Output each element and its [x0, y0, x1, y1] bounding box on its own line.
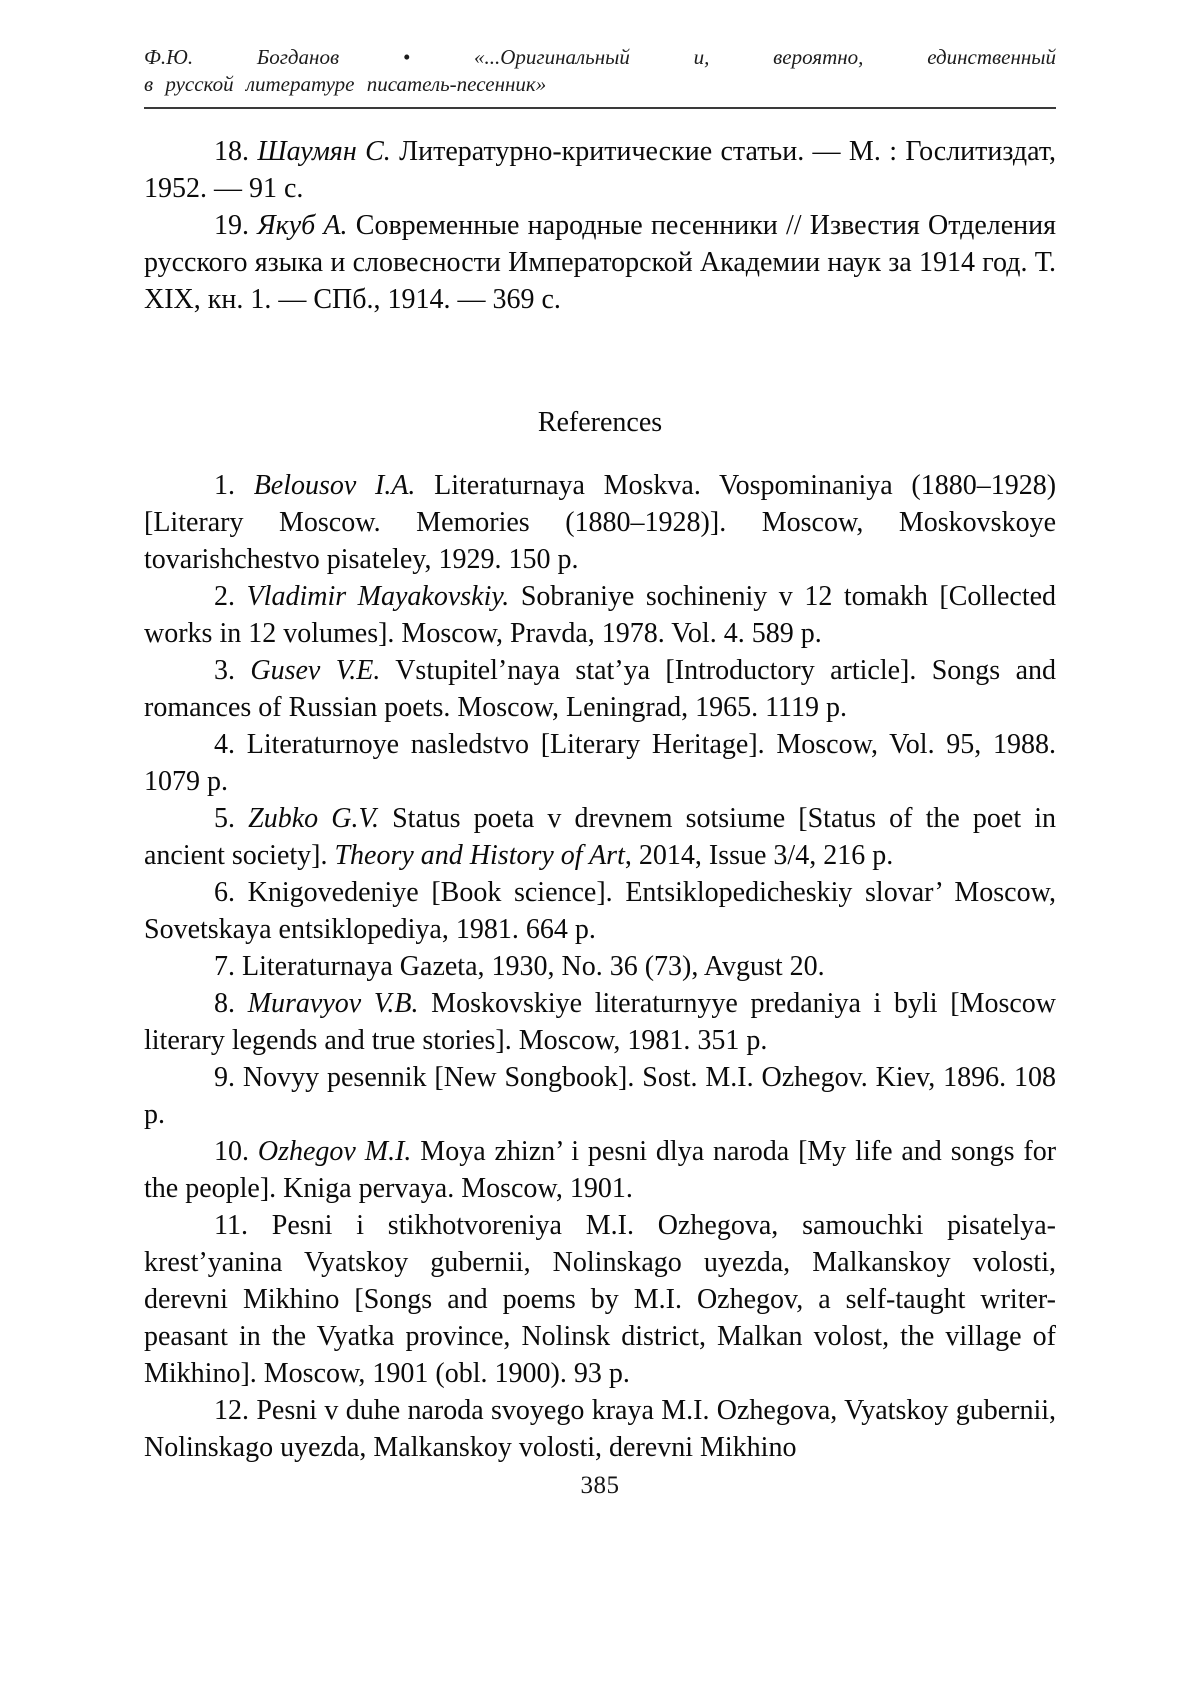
reference-number: 10.: [214, 1136, 249, 1167]
reference-text: Литературно-критические статьи. — М. : Гослитиздат, 1952. — 91 с.: [144, 136, 1057, 204]
reference-text: Pesni v duhe naroda svoyego kraya M.I. Ozhegova, Vyatskoy gubernii, Nolinskago uyezda, Malkanskoy volosti, derevni Mikhino: [144, 1395, 1057, 1463]
reference-number: 19.: [214, 210, 249, 241]
reference-item-7: [144, 948, 1056, 985]
reference-author: Шаумян С.: [257, 136, 391, 167]
reference-item-5: [144, 800, 1056, 874]
reference-text: Moya zhizn’ i pesni dlya naroda [My life and songs for the people]. Kniga pervaya. Moscow, 1901.: [144, 1136, 1057, 1204]
reference-item-1: [144, 467, 1056, 578]
reference-author: Якуб А.: [257, 210, 348, 241]
references-heading: References: [537, 407, 663, 438]
reference-item-9: [144, 1059, 1056, 1133]
reference-text: Knigovedeniye [Book science]. Entsiklopedicheskiy slovar’ Moscow, Sovetskaya entsiklopediya, 1981. 664 p.: [144, 877, 1057, 945]
reference-item-8: [144, 985, 1056, 1059]
header-separator-bullet: •: [402, 45, 411, 69]
header-title-line1: «...Оригинальный и, вероятно, единственный: [474, 45, 1057, 69]
reference-number: 2.: [214, 581, 235, 612]
reference-item-18: [144, 133, 1056, 207]
reference-text: Literaturnaya Moskva. Vospominaniya (1880–1928) [Literary Moscow. Memories (1880–1928)]. Moscow, Moskovskoye tovarishchestvo pisateley, 1929. 150 p.: [144, 470, 1057, 575]
header-author: Ф.Ю. Богданов: [144, 45, 340, 69]
reference-item-10: [144, 1133, 1056, 1207]
reference-number: 6.: [214, 877, 235, 908]
reference-item-3: [144, 652, 1056, 726]
reference-author: Belousov I.A.: [253, 470, 416, 501]
reference-number: 7.: [214, 951, 235, 982]
reference-item-12: [144, 1392, 1056, 1466]
reference-text: Sobraniye sochineniy v 12 tomakh [Collected works in 12 volumes]. Moscow, Pravda, 1978. Vol. 4. 589 p.: [144, 581, 1057, 649]
reference-number: 4.: [214, 729, 235, 760]
reference-item-19: [144, 207, 1056, 318]
reference-text: Moskovskiye literaturnyye predaniya i byli [Moscow literary legends and true stories]. Moscow, 1981. 351 p.: [144, 988, 1057, 1056]
reference-author: Gusev V.E.: [250, 655, 381, 686]
running-header: [144, 44, 1056, 109]
reference-journal-title: Theory and History of Art: [334, 840, 625, 871]
reference-item-6: [144, 874, 1056, 948]
reference-text: Novyy pesennik [New Songbook]. Sost. M.I. Ozhegov. Kiev, 1896. 108 p.: [144, 1062, 1056, 1130]
reference-number: 12.: [214, 1395, 249, 1426]
reference-author: Muravyov V.B.: [247, 988, 419, 1019]
reference-number: 1.: [214, 470, 235, 501]
page-number: 385: [580, 1472, 620, 1499]
running-header-line1: [144, 44, 1056, 71]
reference-text: Status poeta v drevnem sotsiume [Status of the poet in ancient society].: [144, 803, 1057, 871]
reference-number: 8.: [214, 988, 235, 1019]
reference-author: Zubko G.V.: [248, 803, 379, 834]
reference-number: 18.: [214, 136, 249, 167]
reference-item-4: [144, 726, 1056, 800]
reference-text-after: , 2014, Issue 3/4, 216 p.: [624, 840, 894, 871]
reference-text: Современные народные песенники // Известия Отделения русского языка и словесности Императорской Академии наук за 1914 год. Т. XIX, кн. 1. — СПб., 1914. — 369 с.: [144, 210, 1056, 315]
reference-number: 11.: [214, 1210, 248, 1241]
reference-item-11: [144, 1207, 1056, 1392]
reference-text: Pesni i stikhotvoreniya M.I. Ozhegova, samouchki pisatelya-krest’yanina Vyatskoy gubernii, Nolinskago uyezda, Malkanskoy volosti, derevni Mikhino [Songs and poems by M.I. Ozhegov, a self-taught writer-peasant in the Vyatka province, Nolinsk district, Malkan volost, the village of Mikhino]. Moscow, 1901 (obl. 1900). 93 p.: [144, 1210, 1057, 1389]
page-content: [144, 133, 1056, 1466]
reference-text: Literaturnaya Gazeta, 1930, No. 36 (73), Avgust 20.: [242, 951, 825, 982]
header-title-line2: в русской литературе писатель-песенник»: [144, 72, 547, 96]
reference-number: 3.: [214, 655, 235, 686]
reference-number: 5.: [214, 803, 235, 834]
reference-text: Vstupitel’naya stat’ya [Introductory article]. Songs and romances of Russian poets. Moscow, Leningrad, 1965. 1119 p.: [144, 655, 1056, 723]
reference-author: Ozhegov M.I.: [257, 1136, 412, 1167]
reference-number: 9.: [214, 1062, 235, 1093]
reference-text: Literaturnoye nasledstvo [Literary Heritage]. Moscow, Vol. 95, 1988. 1079 p.: [144, 729, 1056, 797]
reference-author: Vladimir Mayakovskiy.: [246, 581, 510, 612]
reference-item-2: [144, 578, 1056, 652]
